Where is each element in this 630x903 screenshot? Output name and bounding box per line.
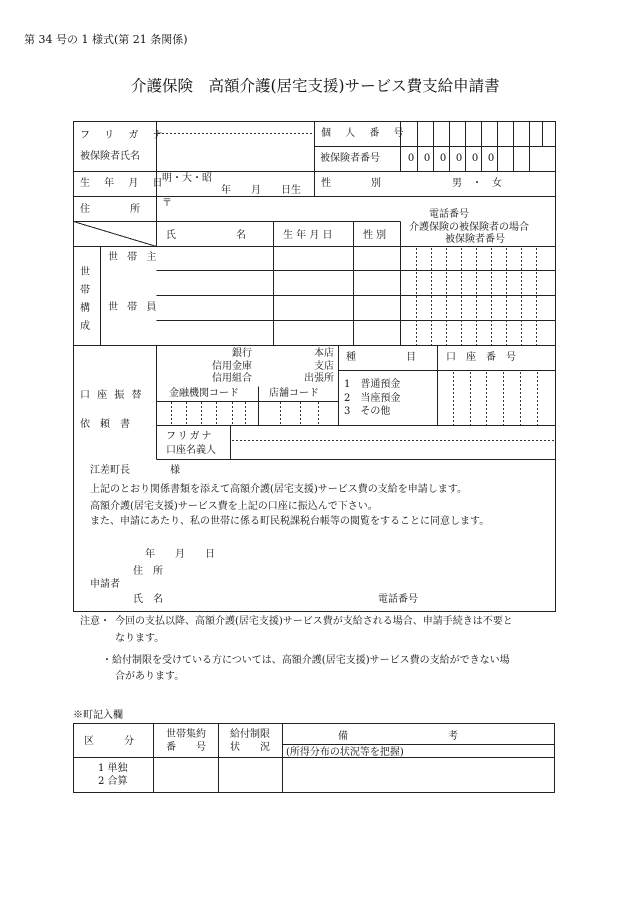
- postal-mark: 〒: [162, 198, 172, 209]
- institution-code-label: 金融機関コード: [169, 388, 239, 399]
- household-col-insured-note: 介護保険の被保険者の場合: [409, 222, 529, 233]
- insured-digit: 0: [487, 153, 495, 164]
- applicant-address-label: 住 所: [133, 566, 163, 577]
- statement-line-2: 高額介護(居宅支援)サービス費を上記の口座に振込んで下さい。: [90, 501, 378, 512]
- branch-type-head: 本店: [314, 348, 334, 359]
- bank-section-label-2: 依 頼 書: [80, 419, 130, 430]
- applicant-name-label: 氏 名: [133, 594, 163, 605]
- household-col-insured-number: 被保険者番号: [445, 234, 505, 245]
- office-col-household-no-1: 世帯集約: [166, 729, 206, 740]
- insured-phone-label: 電話番号: [429, 209, 469, 220]
- office-category-1: 1 単独: [98, 763, 128, 774]
- office-category-2: 2 合算: [98, 776, 128, 787]
- office-col-restriction-2: 状 況: [230, 742, 270, 753]
- note-2-line-b: 合があります。: [115, 671, 185, 682]
- birth-date-units: 年 月 日生: [221, 185, 301, 196]
- account-type-ordinary: 1 普通預金: [344, 379, 401, 390]
- insured-digit: 0: [407, 153, 415, 164]
- gender-label: 性 別: [321, 178, 381, 189]
- statement-line-1: 上記のとおり関係書類を添えて高額介護(居宅支援)サービス費の支給を申請します。: [90, 484, 468, 495]
- note-1-line-b: なります。: [115, 633, 165, 644]
- branch-type-list: [282, 348, 334, 386]
- bank-type-shinkin: 信用金庫: [212, 360, 252, 372]
- household-col-name: 氏 名: [166, 230, 246, 241]
- gender-options: 男 ・ 女: [452, 178, 502, 189]
- branch-code-label: 店舗コード: [269, 388, 319, 399]
- applicant-label: 申請者: [90, 579, 120, 590]
- insured-number-digits: [403, 154, 499, 164]
- application-date-units: 年 月 日: [145, 549, 215, 560]
- address-label: 住 所: [80, 204, 140, 215]
- office-col-remarks: 備 考: [338, 731, 458, 742]
- household-member-label: 世 帯 員: [108, 302, 160, 313]
- household-col-birth: 生 年 月 日: [283, 230, 333, 241]
- branch-type-office: 出張所: [304, 373, 334, 384]
- household-col-gender: 性 別: [363, 230, 387, 241]
- office-col-household-no-2: 番 号: [166, 742, 206, 753]
- office-col-household-no: [156, 728, 216, 754]
- account-type-other: 3 その他: [344, 406, 391, 417]
- insured-digit: 0: [471, 153, 479, 164]
- bank-section-label: 口 座 振 替: [80, 390, 144, 401]
- furigana-label: フ リ ガ ナ: [80, 130, 169, 141]
- note-1-line-a: 今回の支払以降、高額介護(居宅支援)サービス費が支給される場合、申請手続きは不要と: [115, 616, 513, 627]
- statement-line-3: また、申請にあたり、私の世帯に係る町民税課税台帳等の閲覧をすることに同意します。: [90, 516, 490, 527]
- account-type-current: 2 当座預金: [344, 392, 401, 404]
- household-head-label: 世 帯 主: [108, 252, 160, 263]
- branch-type-branch: 支店: [314, 360, 334, 372]
- insured-digit: 0: [455, 153, 463, 164]
- account-type-list: [344, 378, 400, 419]
- form-number: 第 34 号の 1 様式(第 21 条関係): [24, 33, 188, 46]
- insured-number-label: 被保険者番号: [320, 153, 380, 164]
- bank-type-list: [200, 348, 252, 386]
- addressee: 江差町長 様: [90, 465, 180, 476]
- applicant-phone-label: 電話番号: [378, 594, 418, 605]
- account-number-label: 口 座 番 号: [446, 352, 516, 363]
- note-2-line-a: ・給付制限を受けている方については、高額介護(居宅支援)サービス費の支給ができない場: [102, 655, 510, 666]
- form-title: 介護保険 高額介護(居宅支援)サービス費支給申請書: [131, 77, 500, 95]
- note-prefix: 注意・: [80, 616, 110, 627]
- account-type-label: 種 目: [346, 352, 416, 363]
- bank-type-shinkumi: 信用組合: [212, 373, 252, 384]
- office-col-restriction-1: 給付制限: [230, 729, 270, 740]
- personal-number-label: 個 人 番 号: [321, 128, 410, 139]
- insured-name-label: 被保険者氏名: [80, 151, 140, 162]
- office-col-restriction: [220, 728, 280, 754]
- office-remarks-hint: (所得分布の状況等を把握): [286, 747, 404, 758]
- office-section-title: ※町記入欄: [73, 710, 123, 721]
- birth-label: 生 年 月 日: [80, 178, 169, 189]
- insured-digit: 0: [439, 153, 447, 164]
- bank-type-bank: 銀行: [232, 348, 252, 359]
- office-col-category: 区 分: [84, 736, 134, 747]
- era-options: 明・大・昭: [162, 173, 212, 184]
- holder-furigana-label: フリガナ: [166, 431, 214, 442]
- holder-name-label: 口座名義人: [166, 445, 216, 456]
- insured-digit: 0: [423, 153, 431, 164]
- household-section-label: 世帯構成: [80, 267, 90, 332]
